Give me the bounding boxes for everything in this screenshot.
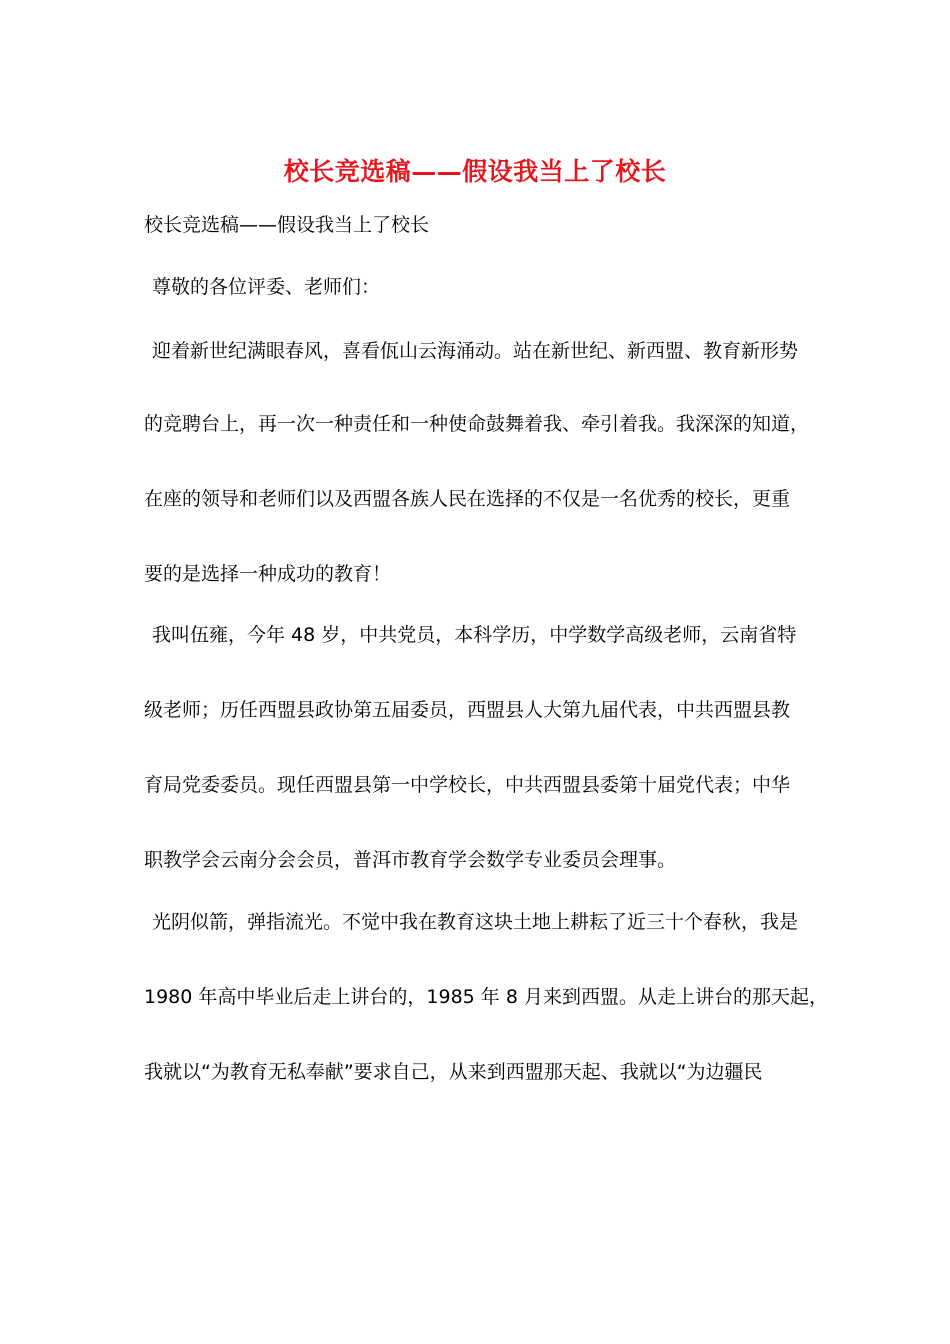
document-title: 校长竞选稿——假设我当上了校长 — [283, 157, 667, 186]
paragraph-2-line-4: 职教学会云南分会会员，普洱市教育学会数学专业委员会理事。 — [144, 849, 677, 871]
paragraph-3-line-3: 我就以“为教育无私奉献”要求自己，从来到西盟那天起、我就以“为边疆民 — [144, 1061, 763, 1083]
paragraph-1-line-1: 迎着新世纪满眼春风，喜看佤山云海涌动。站在新世纪、新西盟、教育新形势 — [152, 340, 799, 362]
paragraph-2-line-1: 我叫伍雍，今年 48 岁，中共党员，本科学历，中学数学高级老师，云南省特 — [152, 624, 797, 646]
salutation-line: 尊敬的各位评委、老师们： — [152, 276, 381, 298]
paragraph-1-line-3: 在座的领导和老师们以及西盟各族人民在选择的不仅是一名优秀的校长，更重 — [144, 488, 791, 510]
paragraph-2-line-2: 级老师；历任西盟县政协第五届委员，西盟县人大第九届代表，中共西盟县教 — [144, 699, 791, 721]
paragraph-3-line-2: 1980 年高中毕业后走上讲台的，1985 年 8 月来到西盟。从走上讲台的那天起， — [144, 986, 828, 1008]
paragraph-2-line-3: 育局党委委员。现任西盟县第一中学校长，中共西盟县委第十届党代表；中华 — [144, 774, 791, 796]
subtitle-line: 校长竞选稿——假设我当上了校长 — [144, 214, 430, 236]
paragraph-1-line-4: 要的是选择一种成功的教育！ — [144, 563, 392, 585]
paragraph-1-line-2: 的竞聘台上，再一次一种责任和一种使命鼓舞着我、牵引着我。我深深的知道， — [144, 413, 810, 435]
paragraph-3-line-1: 光阴似箭，弹指流光。不觉中我在教育这块土地上耕耘了近三十个春秋，我是 — [152, 911, 799, 933]
